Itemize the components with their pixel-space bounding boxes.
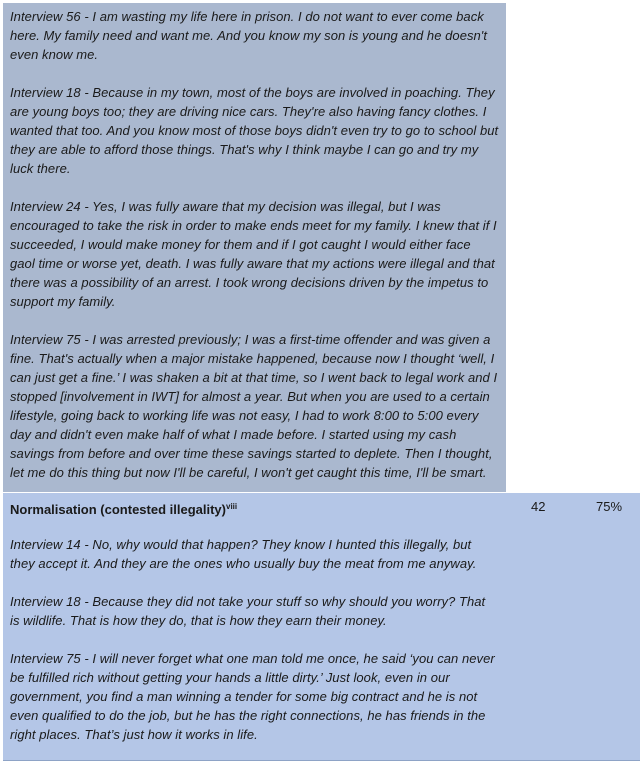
quote-interview-75: Interview 75 - I was arrested previously; I was a first-time offender and was given a fine. That's actually when a major mistake happened, because now I thought ‘well, I can just get a fine.’ I was shaken a bit at that time, so I went back to legal work and I stopped [involvement in IWT] for almost a year. But when you are used to a certain lifestyle, going back to working life was not easy, I had to work 8:00 to 5:00 every day and didn't even make half of what I made before. I started using my cash savings from before and over time these savings started to deplete. Then I thought, let me do this thing but now I'll be careful, I won't get caught this time, I'll be smart. — [10, 332, 498, 480]
theme-percent: 75% — [596, 499, 623, 514]
normalisation-quotes — [10, 535, 495, 744]
quotes-cell — [3, 3, 506, 492]
theme-count: 42 — [531, 499, 546, 514]
quote-interview-14: Interview 14 - No, why would that happen? They know I hunted this illegally, but they accept it. And they are the ones who usually buy the meat from me anyway. — [10, 537, 477, 571]
findings-table — [3, 3, 640, 761]
table-row-normalisation — [3, 492, 640, 761]
quote-interview-18: Interview 18 - Because in my town, most of the boys are involved in poaching. They are young boys too; they are driving nice cars. They're also having fancy clothes. I wanted that too. And you know most of those boys didn't even try to go to school but they are able to afford those things. That's why I think maybe I can go and try my luck there. — [10, 85, 499, 176]
quote-interview-75-normalisation: Interview 75 - I will never forget what one man told me once, he said ‘you can never be fulfilled rich without getting your hands a little dirty.’ Just look, even in our government, you find a man winning a tender for some big contract and he is not even qualified to do the job, but he has the right connections, he has friends in the right places. That’s just how it works in life. — [10, 651, 495, 742]
theme-label: Normalisation (contested illegality) — [10, 502, 226, 517]
table-row — [3, 3, 640, 492]
quote-interview-56: Interview 56 - I am wasting my life here in prison. I do not want to ever come back here. My family need and want me. And you know my son is young and he doesn't even know me. — [10, 9, 488, 62]
quote-interview-24: Interview 24 - Yes, I was fully aware that my decision was illegal, but I was encouraged to take the risk in order to make ends meet for my family. I knew that if I succeeded, I would make money for them and if I got caught I would either face gaol time or worse yet, death. I was fully aware that my actions were illegal and that there was a possibility of an arrest. I took wrong decisions driven by the impetus to support my family. — [10, 199, 497, 309]
empty-cell — [506, 3, 640, 492]
footnote-marker: viii — [226, 502, 238, 511]
quote-interview-18-normalisation: Interview 18 - Because they did not take your stuff so why should you worry? That is wildlife. That is how they do, that is how they earn their money. — [10, 594, 486, 628]
theme-title — [10, 497, 237, 519]
